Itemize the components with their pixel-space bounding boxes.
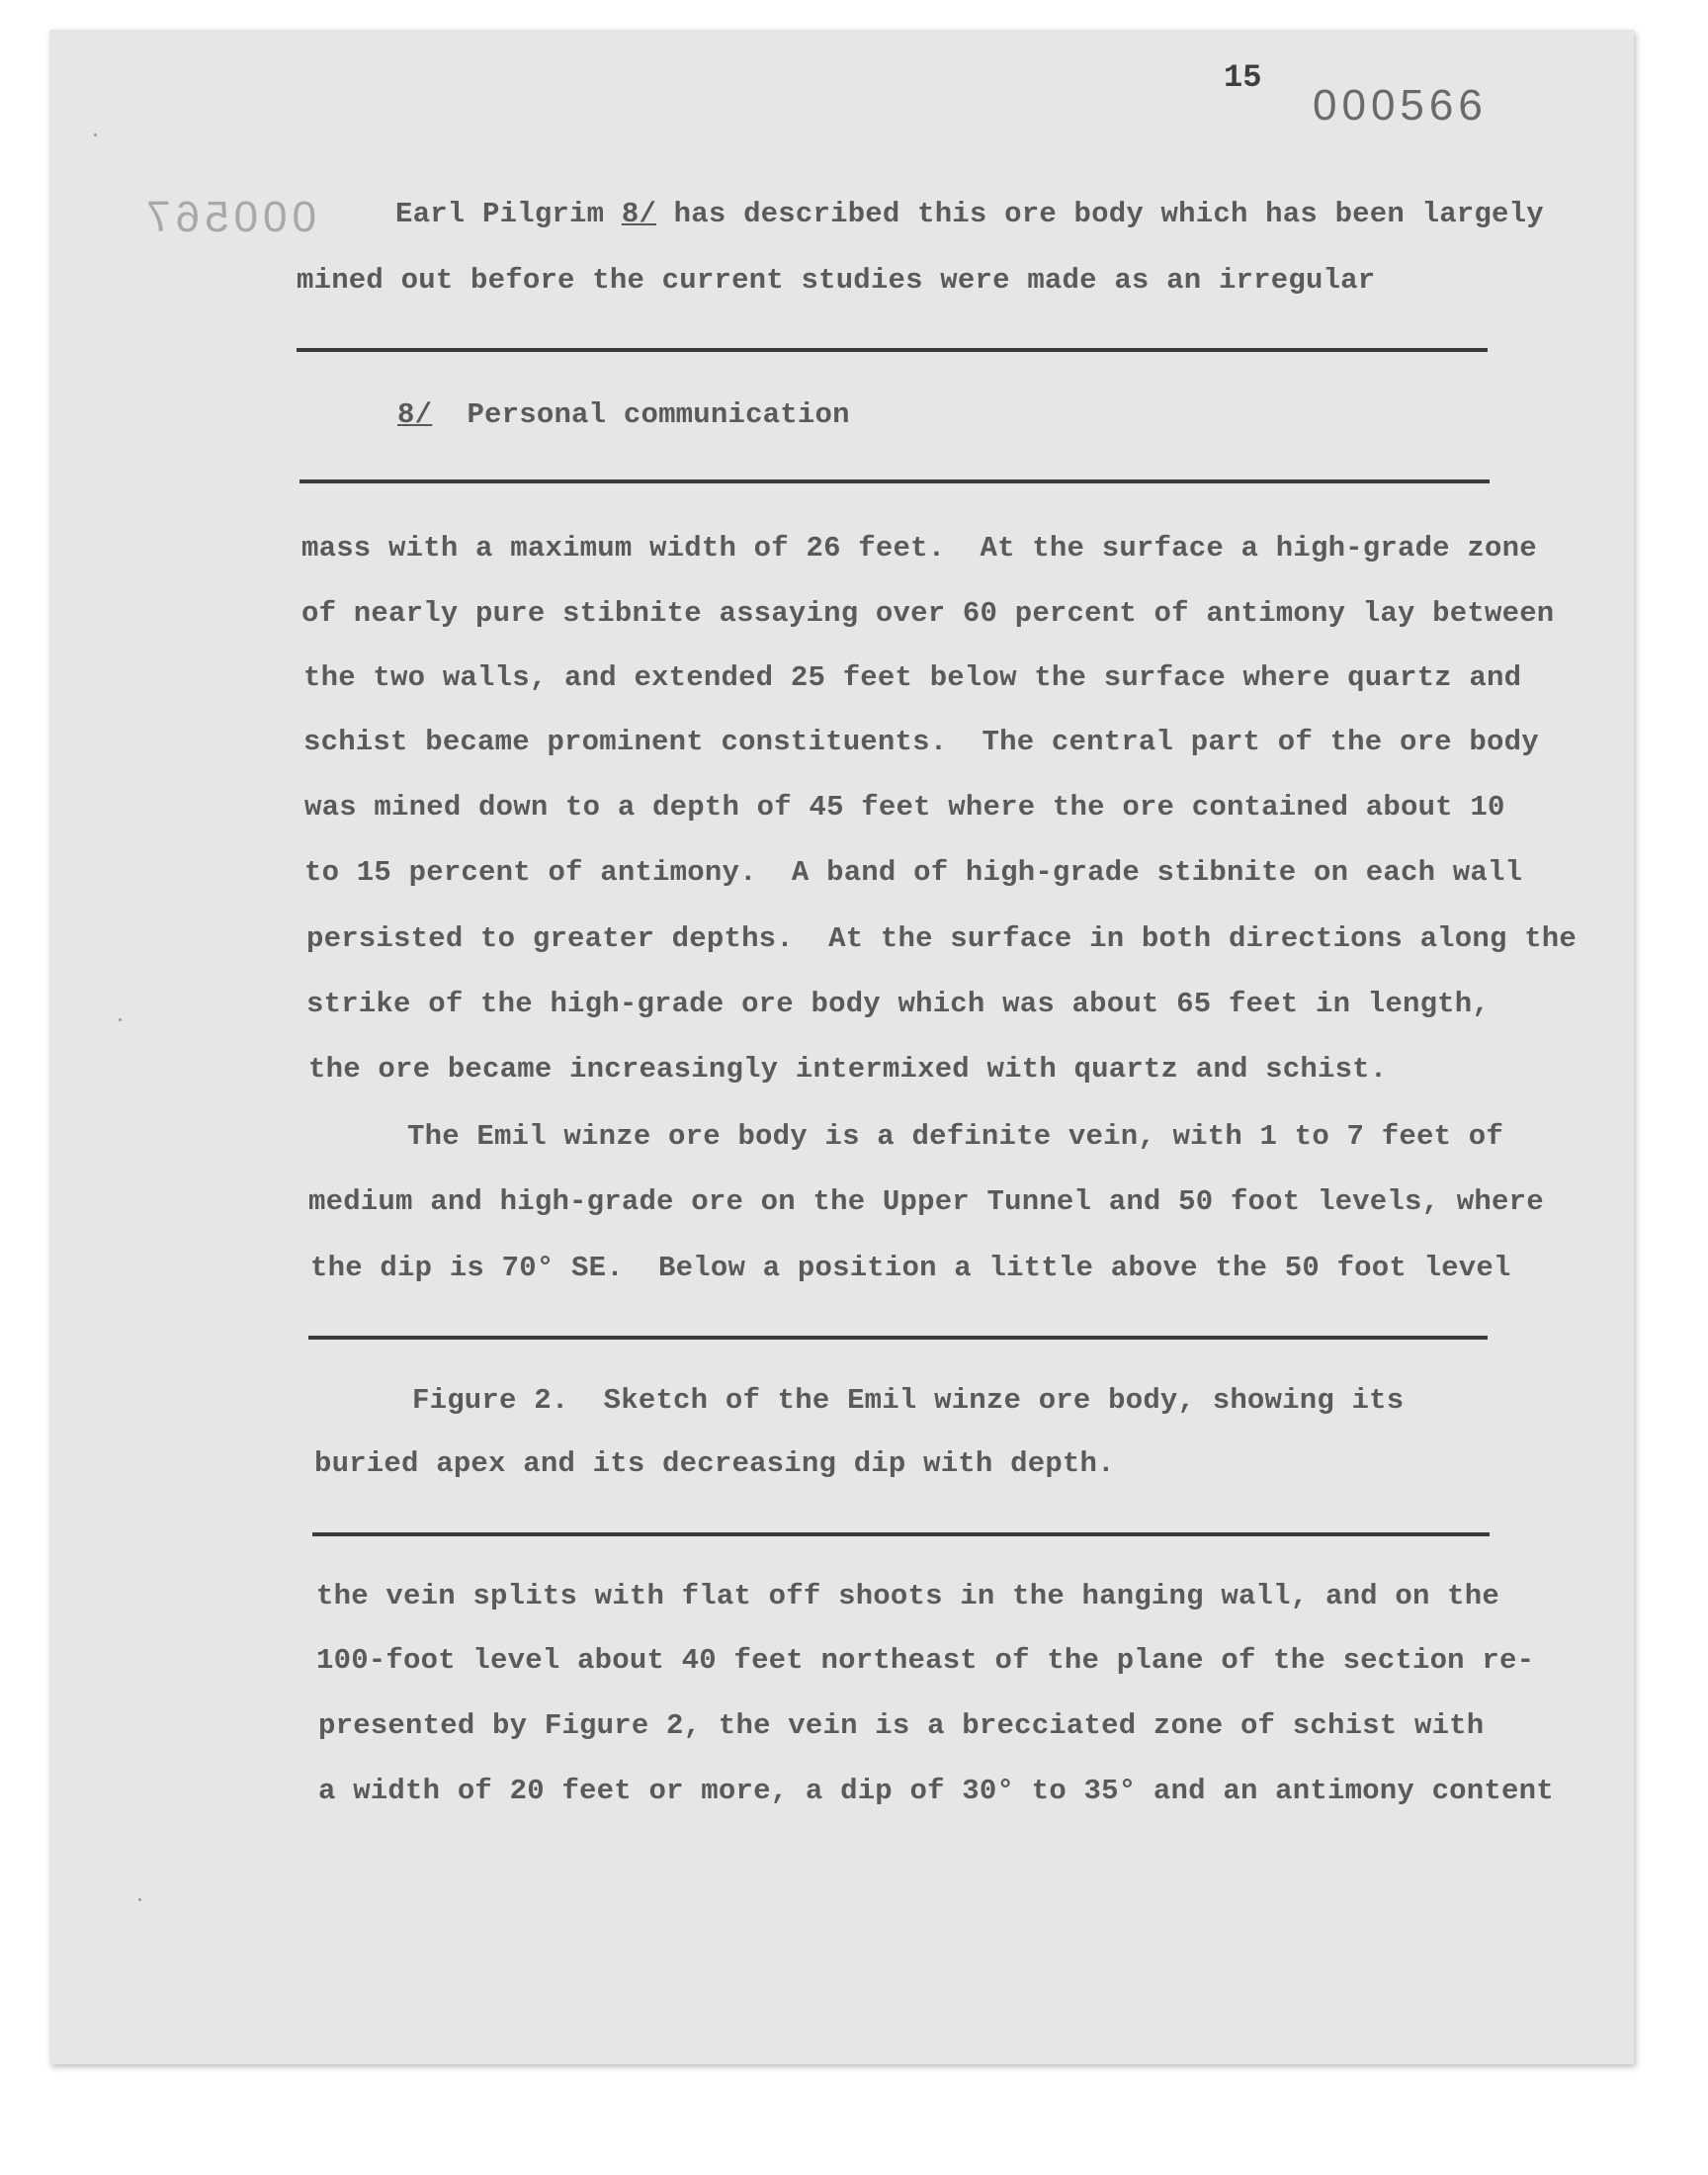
footnote [397, 398, 850, 431]
paragraph-line: presented by Figure 2, the vein is a brecciated zone of schist with [318, 1709, 1485, 1742]
footnote-text: Personal communication [467, 398, 850, 431]
paragraph-line: persisted to greater depths. At the surface in both directions along the [306, 922, 1578, 955]
paragraph-line: The Emil winze ore body is a definite vein, with 1 to 7 feet of [407, 1120, 1503, 1153]
paragraph-line: mass with a maximum width of 26 feet. At the surface a high-grade zone [301, 532, 1537, 565]
paragraph-text: Earl Pilgrim [395, 198, 622, 230]
paragraph-line: the vein splits with flat off shoots in the hanging wall, and on the [316, 1580, 1499, 1612]
paragraph-line: medium and high-grade ore on the Upper Tunnel and 50 foot levels, where [308, 1185, 1544, 1218]
paragraph-line: 100-foot level about 40 feet northeast of the plane of the section re- [316, 1644, 1535, 1677]
paper-speck [119, 1018, 122, 1021]
document-page [49, 30, 1634, 2064]
paragraph-line: the dip is 70° SE. Below a position a little above the 50 foot level [310, 1252, 1511, 1284]
figure-caption-line: Figure 2. Sketch of the Emil winze ore body, showing its [412, 1384, 1405, 1417]
paragraph-line: strike of the high-grade ore body which was about 65 feet in length, [306, 988, 1490, 1020]
footnote-rule [297, 348, 1488, 352]
footnote-rule [299, 479, 1490, 483]
footnote-spacer [432, 398, 467, 431]
paragraph-line: of nearly pure stibnite assaying over 60 percent of antimony lay between [301, 597, 1555, 630]
paper-speck [94, 133, 97, 136]
caption-rule [312, 1532, 1490, 1536]
caption-rule [308, 1336, 1488, 1340]
bleed-through-stamp-number: 000567 [141, 193, 316, 241]
footnote-reference: 8/ [621, 198, 657, 230]
paragraph-line: a width of 20 feet or more, a dip of 30° to 35° and an antimony content [318, 1775, 1554, 1807]
paragraph-line: was mined down to a depth of 45 feet where the ore contained about 10 [304, 791, 1505, 824]
paragraph-line [395, 198, 1544, 230]
paper-speck [138, 1898, 141, 1901]
paragraph-text: has described this ore body which has been largely [656, 198, 1544, 230]
footnote-mark: 8/ [397, 398, 433, 431]
paragraph-line: to 15 percent of antimony. A band of high-grade stibnite on each wall [304, 856, 1523, 889]
page-number: 15 [1224, 59, 1262, 96]
paragraph-line: the ore became increasingly intermixed with quartz and schist. [308, 1053, 1388, 1086]
paragraph-line: mined out before the current studies were made as an irregular [297, 264, 1376, 297]
stamp-number: 000566 [1313, 81, 1488, 130]
paragraph-line: schist became prominent constituents. The central part of the ore body [303, 726, 1539, 758]
figure-caption-line: buried apex and its decreasing dip with depth. [314, 1447, 1115, 1480]
paragraph-line: the two walls, and extended 25 feet below the surface where quartz and [303, 661, 1522, 694]
